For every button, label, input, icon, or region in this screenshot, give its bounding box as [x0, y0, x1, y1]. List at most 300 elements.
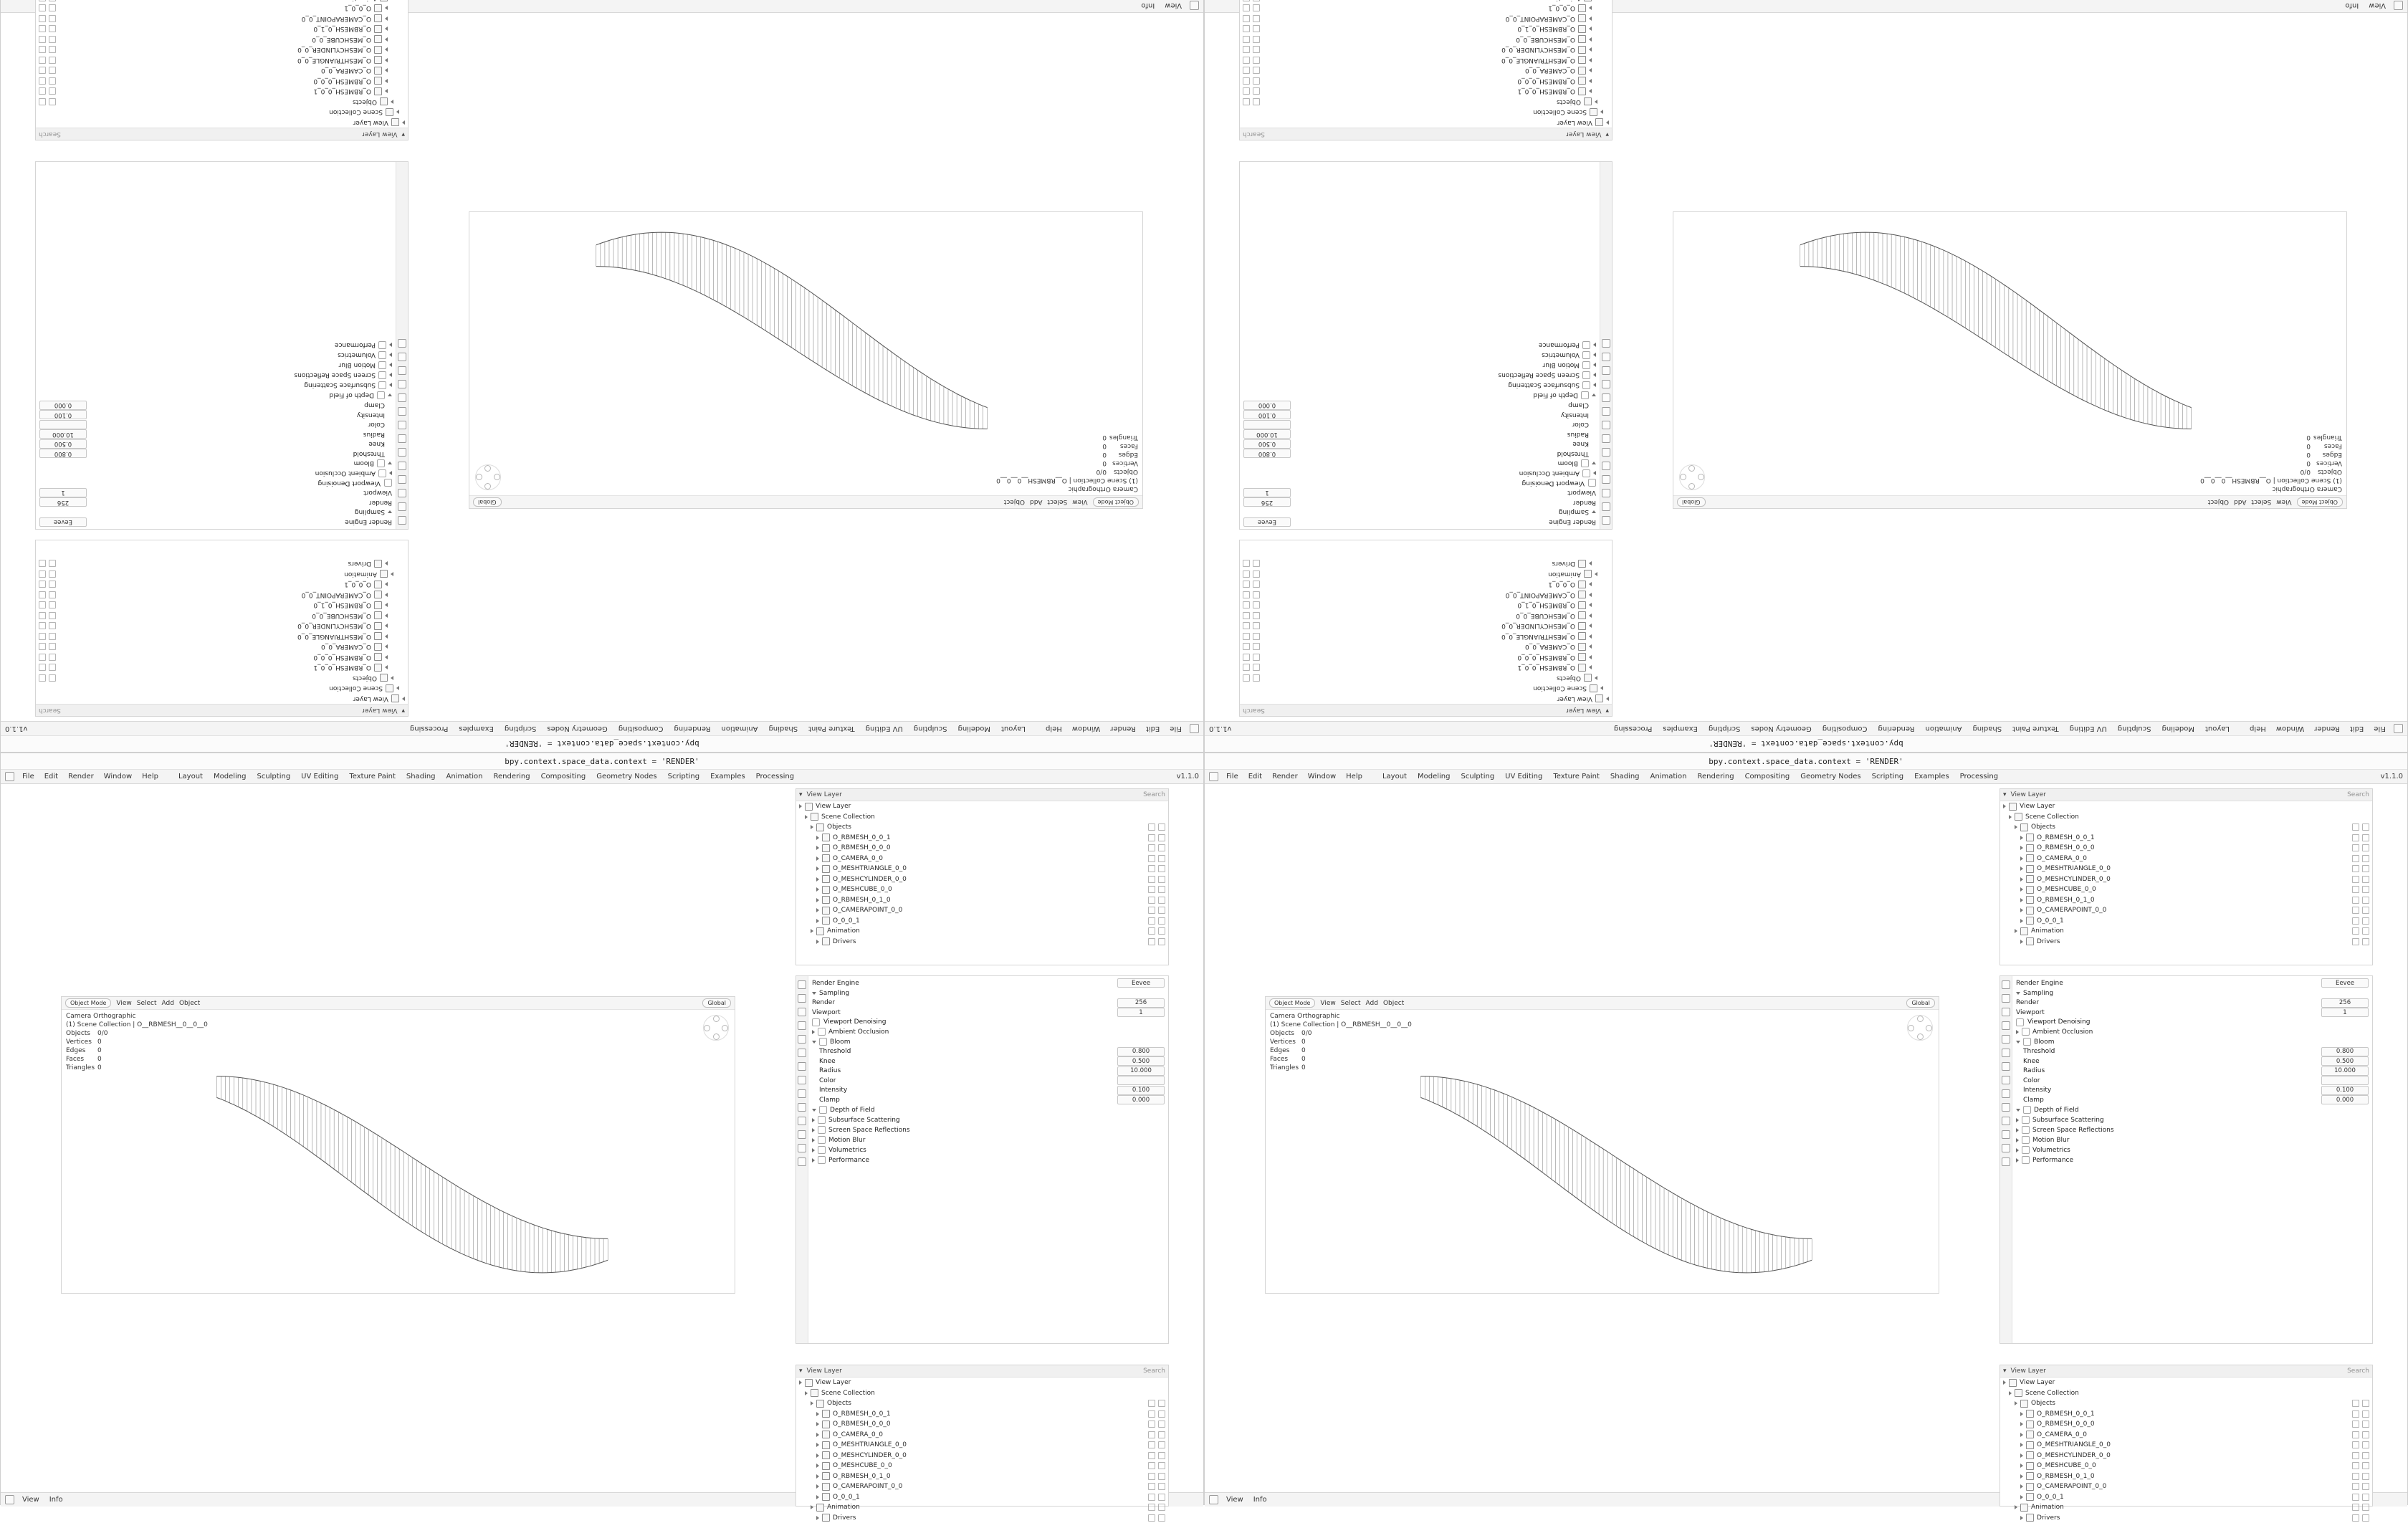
visibility-toggles[interactable]	[1243, 98, 1260, 105]
eye-icon[interactable]	[1148, 907, 1155, 914]
menu-file[interactable]: File	[1224, 773, 1241, 780]
properties-section-6[interactable]	[812, 1145, 1165, 1155]
camera-restrict-icon[interactable]	[1243, 77, 1250, 85]
properties-section-1[interactable]	[39, 459, 392, 469]
eye-icon[interactable]	[49, 591, 56, 598]
bloom-field-value[interactable]: 10.000	[1243, 429, 1291, 439]
outliner-row[interactable]	[2000, 1451, 2372, 1461]
visibility-toggles[interactable]	[1243, 46, 1260, 53]
properties-tab-column[interactable]	[1600, 162, 1612, 529]
outliner-search-input[interactable]: Search	[2347, 791, 2369, 798]
outliner-display-mode[interactable]: View Layer	[807, 791, 842, 798]
properties-section-5[interactable]	[812, 1135, 1165, 1145]
outliner-row[interactable]	[796, 1419, 1168, 1430]
menu-window[interactable]: Window	[2274, 725, 2306, 732]
outliner-row[interactable]	[2000, 1492, 2372, 1503]
menu-edit[interactable]: Edit	[42, 773, 60, 780]
eye-icon[interactable]	[1253, 46, 1260, 53]
bloom-field-1[interactable]	[1243, 439, 1596, 449]
modifier-icon[interactable]	[1602, 421, 1610, 429]
section-checkbox-icon[interactable]	[818, 1156, 826, 1164]
visibility-toggles[interactable]	[39, 601, 56, 608]
viewport-menu-view[interactable]: View	[2276, 499, 2291, 506]
physics-icon[interactable]	[1602, 393, 1610, 402]
viewport-menu-add[interactable]: Add	[2234, 499, 2246, 506]
outliner-row[interactable]	[2000, 1471, 2372, 1482]
eye-icon[interactable]	[49, 36, 56, 43]
camera-restrict-icon[interactable]	[1243, 67, 1250, 74]
gizmo-axis-0[interactable]	[494, 474, 500, 480]
eye-icon[interactable]	[1253, 633, 1260, 640]
camera-restrict-icon[interactable]	[39, 87, 46, 95]
outliner-row[interactable]	[2000, 854, 2372, 864]
camera-restrict-icon[interactable]	[2362, 1400, 2369, 1407]
section-checkbox-icon[interactable]	[1581, 391, 1589, 399]
world-icon[interactable]	[798, 1049, 806, 1057]
visibility-toggles[interactable]	[1243, 664, 1260, 671]
bloom-field-1[interactable]	[39, 439, 392, 449]
bloom-field-0[interactable]	[812, 1047, 1165, 1057]
section-checkbox-icon[interactable]	[378, 351, 386, 359]
eye-icon[interactable]	[1148, 1431, 1155, 1438]
camera-restrict-icon[interactable]	[1243, 560, 1250, 567]
menu-file[interactable]: File	[1167, 725, 1184, 732]
outliner-row[interactable]	[2000, 1388, 2372, 1399]
workspace-tab-texture-paint[interactable]: Texture Paint	[806, 725, 857, 732]
visibility-toggles[interactable]	[1148, 938, 1165, 945]
properties-section-0[interactable]	[2016, 1027, 2369, 1037]
viewport-canvas[interactable]	[62, 1009, 735, 1293]
section-checkbox-icon[interactable]	[2022, 1146, 2030, 1154]
object-mode-select[interactable]: Object Mode	[2297, 497, 2343, 507]
eye-icon[interactable]	[1148, 855, 1155, 862]
outliner-row[interactable]	[2000, 1430, 2372, 1441]
eye-icon[interactable]	[1253, 0, 1260, 1]
camera-restrict-icon[interactable]	[2362, 865, 2369, 872]
outliner-search-input[interactable]: Search	[1243, 130, 1265, 138]
outliner-display-mode[interactable]: View Layer	[1566, 707, 1601, 714]
outliner-display-mode[interactable]: View Layer	[1566, 130, 1601, 138]
workspace-tab-uv-editing[interactable]: UV Editing	[2068, 725, 2109, 732]
properties-section-7[interactable]	[1243, 340, 1596, 350]
visibility-toggles[interactable]	[1148, 927, 1165, 935]
camera-restrict-icon[interactable]	[2362, 907, 2369, 914]
visibility-toggles[interactable]	[1148, 917, 1165, 925]
checkbox-icon[interactable]	[2016, 1018, 2024, 1026]
eye-icon[interactable]	[2352, 1452, 2359, 1459]
properties-section-3[interactable]	[1243, 381, 1596, 391]
workspace-tabs[interactable]	[1612, 725, 2232, 732]
camera-restrict-icon[interactable]	[39, 570, 46, 578]
visibility-toggles[interactable]	[1148, 1504, 1165, 1511]
section-checkbox-icon[interactable]	[378, 469, 386, 477]
camera-restrict-icon[interactable]	[39, 67, 46, 74]
workspace-tab-rendering[interactable]: Rendering	[1695, 773, 1736, 780]
workspace-tab-processing[interactable]: Processing	[754, 773, 796, 780]
properties-tab-column[interactable]	[396, 162, 408, 529]
particles-icon[interactable]	[2002, 1089, 2010, 1098]
outliner-display-mode[interactable]: View Layer	[807, 1367, 842, 1375]
section-checkbox-icon[interactable]	[1582, 341, 1590, 349]
outliner-row[interactable]	[2000, 1481, 2372, 1492]
eye-icon[interactable]	[2352, 1504, 2359, 1511]
camera-restrict-icon[interactable]	[39, 46, 46, 53]
blender-logo-icon[interactable]	[1190, 724, 1199, 733]
output-icon[interactable]	[398, 489, 406, 497]
bloom-field-0[interactable]	[2016, 1047, 2369, 1057]
outliner-filter-icon[interactable]: ▾	[1605, 130, 1609, 138]
tool-icon[interactable]	[1602, 516, 1610, 525]
view-layer-icon[interactable]	[2002, 1021, 2010, 1030]
section-checkbox-icon[interactable]	[2022, 1136, 2030, 1144]
outliner-row[interactable]	[796, 854, 1168, 864]
viewport-menu-add[interactable]: Add	[1030, 499, 1042, 506]
eye-icon[interactable]	[1148, 1421, 1155, 1428]
eye-icon[interactable]	[2352, 876, 2359, 883]
eye-icon[interactable]	[1253, 67, 1260, 74]
camera-restrict-icon[interactable]	[2362, 1473, 2369, 1480]
camera-restrict-icon[interactable]	[1243, 25, 1250, 32]
sampling-render-row[interactable]	[39, 497, 392, 507]
eye-icon[interactable]	[1148, 1400, 1155, 1407]
camera-restrict-icon[interactable]	[2362, 834, 2369, 841]
viewport-canvas[interactable]	[1673, 212, 2346, 496]
camera-restrict-icon[interactable]	[1158, 855, 1165, 862]
camera-restrict-icon[interactable]	[2362, 876, 2369, 883]
bloom-field-value[interactable]: 0.500	[39, 439, 87, 449]
viewport-menu-object[interactable]: Object	[1383, 1000, 1404, 1007]
workspace-tab-geometry-nodes[interactable]: Geometry Nodes	[1749, 725, 1813, 732]
camera-restrict-icon[interactable]	[1158, 844, 1165, 851]
workspace-tab-geometry-nodes[interactable]: Geometry Nodes	[545, 725, 609, 732]
outliner-row[interactable]	[796, 916, 1168, 927]
camera-restrict-icon[interactable]	[39, 36, 46, 43]
checkbox-icon[interactable]	[812, 1018, 820, 1026]
visibility-toggles[interactable]	[2352, 1400, 2369, 1407]
visibility-toggles[interactable]	[1243, 0, 1260, 1]
camera-restrict-icon[interactable]	[2362, 1410, 2369, 1418]
eye-icon[interactable]	[49, 57, 56, 64]
workspace-tab-compositing[interactable]: Compositing	[616, 725, 666, 732]
material-icon[interactable]	[798, 1144, 806, 1152]
outliner-row[interactable]	[2000, 1502, 2372, 1513]
visibility-toggles[interactable]	[39, 664, 56, 671]
viewport-3d[interactable]	[1265, 996, 1939, 1294]
camera-restrict-icon[interactable]	[2362, 1504, 2369, 1511]
visibility-toggles[interactable]	[2352, 1441, 2369, 1448]
eye-icon[interactable]	[2352, 823, 2359, 831]
workspace-tab-uv-editing[interactable]: UV Editing	[1503, 773, 1544, 780]
status-item-view[interactable]: View	[1162, 1, 1184, 9]
workspace-tab-uv-editing[interactable]: UV Editing	[864, 725, 905, 732]
outliner-row[interactable]	[2000, 1419, 2372, 1430]
outliner-row[interactable]	[1240, 34, 1612, 45]
camera-restrict-icon[interactable]	[1243, 601, 1250, 608]
visibility-toggles[interactable]	[39, 87, 56, 95]
menu-help[interactable]: Help	[2247, 725, 2268, 732]
data-icon[interactable]	[2002, 1130, 2010, 1139]
outliner-row[interactable]	[796, 801, 1168, 812]
checkbox-icon[interactable]	[384, 479, 392, 487]
outliner-row[interactable]	[796, 895, 1168, 906]
transform-orientation-select[interactable]: Global	[702, 998, 731, 1008]
visibility-toggles[interactable]	[2352, 844, 2369, 851]
eye-icon[interactable]	[1148, 1504, 1155, 1511]
bloom-field-3[interactable]	[2016, 1076, 2369, 1086]
eye-icon[interactable]	[1253, 15, 1260, 22]
workspace-tab-sculpting[interactable]: Sculpting	[912, 725, 950, 732]
eye-icon[interactable]	[2352, 1483, 2359, 1490]
workspace-tab-processing[interactable]: Processing	[1612, 725, 1654, 732]
camera-restrict-icon[interactable]	[1243, 581, 1250, 588]
gizmo-axis-2[interactable]	[713, 1016, 720, 1022]
particles-icon[interactable]	[398, 407, 406, 416]
workspace-tab-animation[interactable]: Animation	[1924, 725, 1964, 732]
properties-section-3[interactable]	[39, 381, 392, 391]
visibility-toggles[interactable]	[1243, 643, 1260, 650]
render-engine-select[interactable]: Eevee	[2321, 978, 2369, 988]
eye-icon[interactable]	[1253, 674, 1260, 682]
properties-section-5[interactable]	[39, 361, 392, 371]
modifier-icon[interactable]	[398, 421, 406, 429]
bloom-field-3[interactable]	[39, 420, 392, 430]
bloom-field-value[interactable]: 0.000	[2321, 1095, 2369, 1104]
camera-restrict-icon[interactable]	[1243, 654, 1250, 661]
eye-icon[interactable]	[1148, 1514, 1155, 1522]
outliner-row[interactable]	[36, 86, 408, 97]
status-item-info[interactable]: Info	[2343, 1, 2361, 9]
bloom-field-value[interactable]: 0.800	[2321, 1047, 2369, 1056]
eye-icon[interactable]	[2352, 1441, 2359, 1448]
workspace-tab-scripting[interactable]: Scripting	[502, 725, 538, 732]
properties-section-7[interactable]	[39, 340, 392, 350]
visibility-toggles[interactable]	[39, 654, 56, 661]
workspace-tab-processing[interactable]: Processing	[1958, 773, 2000, 780]
camera-restrict-icon[interactable]	[2362, 1452, 2369, 1459]
scene-icon[interactable]	[798, 1035, 806, 1044]
eye-icon[interactable]	[1253, 664, 1260, 671]
viewport-denoising-toggle[interactable]	[2016, 1018, 2369, 1027]
render-icon[interactable]	[1602, 502, 1610, 511]
eye-icon[interactable]	[1148, 1452, 1155, 1459]
bloom-field-2[interactable]	[39, 429, 392, 439]
render-engine-row[interactable]	[812, 978, 1165, 988]
eye-icon[interactable]	[49, 98, 56, 105]
camera-restrict-icon[interactable]	[1158, 907, 1165, 914]
section-checkbox-icon[interactable]	[2022, 1116, 2030, 1124]
workspace-tab-texture-paint[interactable]: Texture Paint	[1551, 773, 1602, 780]
bloom-field-4[interactable]	[812, 1086, 1165, 1096]
section-checkbox-icon[interactable]	[818, 1126, 826, 1134]
workspace-tab-modeling[interactable]: Modeling	[211, 773, 249, 780]
sampling-viewport-row[interactable]	[812, 1008, 1165, 1018]
properties-section-6[interactable]	[2016, 1145, 2369, 1155]
visibility-toggles[interactable]	[2352, 1473, 2369, 1480]
eye-icon[interactable]	[1148, 1441, 1155, 1448]
menu-window[interactable]: Window	[1070, 725, 1102, 732]
camera-restrict-icon[interactable]	[39, 633, 46, 640]
visibility-toggles[interactable]	[1243, 601, 1260, 608]
sampling-render-row[interactable]	[1243, 497, 1596, 507]
camera-restrict-icon[interactable]	[1158, 865, 1165, 872]
viewport-menu-object[interactable]: Object	[179, 1000, 200, 1007]
outliner-row[interactable]	[36, 652, 408, 663]
top-menu-bar[interactable]	[1205, 721, 2407, 735]
eye-icon[interactable]	[2352, 1421, 2359, 1428]
menu-help[interactable]: Help	[1344, 773, 1365, 780]
menu-render[interactable]: Render	[1270, 773, 1300, 780]
bloom-field-value[interactable]	[39, 420, 87, 429]
outliner-row[interactable]	[2000, 874, 2372, 885]
outliner-row[interactable]	[36, 44, 408, 55]
menu-render[interactable]: Render	[2312, 725, 2342, 732]
outliner-row[interactable]	[36, 662, 408, 673]
world-icon[interactable]	[2002, 1049, 2010, 1057]
workspace-tab-examples[interactable]: Examples	[1912, 773, 1951, 780]
outliner-row[interactable]	[796, 1409, 1168, 1420]
menu-help[interactable]: Help	[1043, 725, 1064, 732]
outliner-row[interactable]	[1240, 600, 1612, 611]
tool-icon[interactable]	[2002, 980, 2010, 989]
view-layer-icon[interactable]	[798, 1021, 806, 1030]
workspace-tab-modeling[interactable]: Modeling	[1415, 773, 1453, 780]
eye-icon[interactable]	[2352, 907, 2359, 914]
eye-icon[interactable]	[1253, 4, 1260, 11]
visibility-toggles[interactable]	[1243, 25, 1260, 32]
section-checkbox-icon[interactable]	[818, 1028, 826, 1036]
bloom-field-value[interactable]: 0.000	[1117, 1095, 1165, 1104]
outliner-row[interactable]	[36, 641, 408, 652]
outliner-row[interactable]	[796, 937, 1168, 947]
properties-section-3[interactable]	[2016, 1115, 2369, 1125]
eye-icon[interactable]	[2352, 1431, 2359, 1438]
visibility-toggles[interactable]	[1148, 876, 1165, 883]
outliner-search-input[interactable]: Search	[39, 130, 61, 138]
eye-icon[interactable]	[1253, 622, 1260, 629]
gizmo-axis-2[interactable]	[1917, 1016, 1924, 1022]
section-checkbox-icon[interactable]	[2022, 1126, 2030, 1134]
camera-restrict-icon[interactable]	[39, 15, 46, 22]
visibility-toggles[interactable]	[2352, 1504, 2369, 1511]
eye-icon[interactable]	[1148, 844, 1155, 851]
sampling-viewport-field[interactable]: 1	[2321, 1008, 2369, 1017]
camera-restrict-icon[interactable]	[1158, 917, 1165, 925]
eye-icon[interactable]	[2352, 897, 2359, 904]
visibility-toggles[interactable]	[1148, 1431, 1165, 1438]
outliner-search-input[interactable]: Search	[1143, 1367, 1165, 1375]
workspace-tab-layout[interactable]: Layout	[1380, 773, 1409, 780]
constraint-icon[interactable]	[2002, 1117, 2010, 1125]
visibility-toggles[interactable]	[2352, 927, 2369, 935]
visibility-toggles[interactable]	[2352, 855, 2369, 862]
eye-icon[interactable]	[2352, 938, 2359, 945]
gizmo-axis-1[interactable]	[1680, 474, 1686, 480]
output-icon[interactable]	[1602, 489, 1610, 497]
particles-icon[interactable]	[798, 1089, 806, 1098]
section-checkbox-icon[interactable]	[818, 1116, 826, 1124]
eye-icon[interactable]	[49, 15, 56, 22]
sampling-viewport-row[interactable]	[39, 488, 392, 498]
eye-icon[interactable]	[1148, 897, 1155, 904]
workspace-tab-layout[interactable]: Layout	[176, 773, 205, 780]
eye-icon[interactable]	[1253, 654, 1260, 661]
transform-orientation-select[interactable]: Global	[1906, 998, 1935, 1008]
bloom-field-1[interactable]	[812, 1056, 1165, 1066]
outliner-row[interactable]	[36, 621, 408, 631]
bloom-field-value[interactable]: 0.100	[1243, 410, 1291, 419]
camera-restrict-icon[interactable]	[1243, 98, 1250, 105]
gizmo-axis-2[interactable]	[484, 483, 491, 490]
workspace-tab-shading[interactable]: Shading	[404, 773, 438, 780]
workspace-tab-geometry-nodes[interactable]: Geometry Nodes	[1798, 773, 1863, 780]
outliner-row[interactable]	[1240, 118, 1612, 128]
outliner-search-input[interactable]: Search	[39, 707, 61, 714]
gizmo-axis-3[interactable]	[1688, 465, 1695, 472]
render-engine-select[interactable]: Eevee	[39, 517, 87, 527]
camera-restrict-icon[interactable]	[39, 98, 46, 105]
outliner-row[interactable]	[796, 1502, 1168, 1513]
workspace-tab-examples[interactable]: Examples	[1661, 725, 1700, 732]
eye-icon[interactable]	[49, 560, 56, 567]
outliner-row[interactable]	[36, 590, 408, 601]
section-checkbox-icon[interactable]	[378, 381, 386, 389]
status-item-info[interactable]: Info	[1139, 1, 1157, 9]
visibility-toggles[interactable]	[1243, 591, 1260, 598]
viewport-canvas[interactable]	[1266, 1009, 1939, 1293]
object-icon[interactable]	[798, 1062, 806, 1071]
gizmo-axis-3[interactable]	[1917, 1033, 1924, 1040]
bloom-field-value[interactable]: 0.100	[2321, 1086, 2369, 1095]
camera-restrict-icon[interactable]	[2362, 927, 2369, 935]
sampling-viewport-row[interactable]	[2016, 1008, 2369, 1018]
outliner-row[interactable]	[796, 843, 1168, 854]
eye-icon[interactable]	[1253, 591, 1260, 598]
camera-restrict-icon[interactable]	[1243, 664, 1250, 671]
visibility-toggles[interactable]	[1148, 823, 1165, 831]
workspace-tabs[interactable]	[176, 773, 796, 780]
camera-restrict-icon[interactable]	[39, 591, 46, 598]
outliner-row[interactable]	[1240, 579, 1612, 590]
visibility-toggles[interactable]	[1243, 633, 1260, 640]
menu-edit[interactable]: Edit	[1144, 725, 1162, 732]
eye-icon[interactable]	[49, 601, 56, 608]
workspace-tab-texture-paint[interactable]: Texture Paint	[2010, 725, 2061, 732]
outliner-row[interactable]	[796, 1492, 1168, 1503]
workspace-tab-examples[interactable]: Examples	[457, 725, 496, 732]
outliner-row[interactable]	[796, 884, 1168, 895]
menu-edit[interactable]: Edit	[2348, 725, 2366, 732]
properties-section-0[interactable]	[812, 1027, 1165, 1037]
visibility-toggles[interactable]	[2352, 1483, 2369, 1490]
camera-restrict-icon[interactable]	[1158, 938, 1165, 945]
gizmo-axis-1[interactable]	[476, 474, 482, 480]
outliner-row[interactable]	[36, 14, 408, 24]
menu-help[interactable]: Help	[140, 773, 161, 780]
bloom-field-value[interactable]: 10.000	[2321, 1066, 2369, 1076]
visibility-toggles[interactable]	[1148, 1452, 1165, 1459]
outliner-row[interactable]	[796, 874, 1168, 885]
eye-icon[interactable]	[2352, 834, 2359, 841]
outliner-row[interactable]	[36, 34, 408, 45]
status-item-view[interactable]: View	[2366, 1, 2388, 9]
outliner-row[interactable]	[796, 812, 1168, 823]
eye-icon[interactable]	[1253, 581, 1260, 588]
properties-section-2[interactable]	[39, 391, 392, 401]
eye-icon[interactable]	[2352, 1494, 2359, 1501]
outliner-row[interactable]	[796, 1461, 1168, 1471]
visibility-toggles[interactable]	[2352, 1494, 2369, 1501]
viewport-denoising-toggle[interactable]	[39, 479, 392, 488]
